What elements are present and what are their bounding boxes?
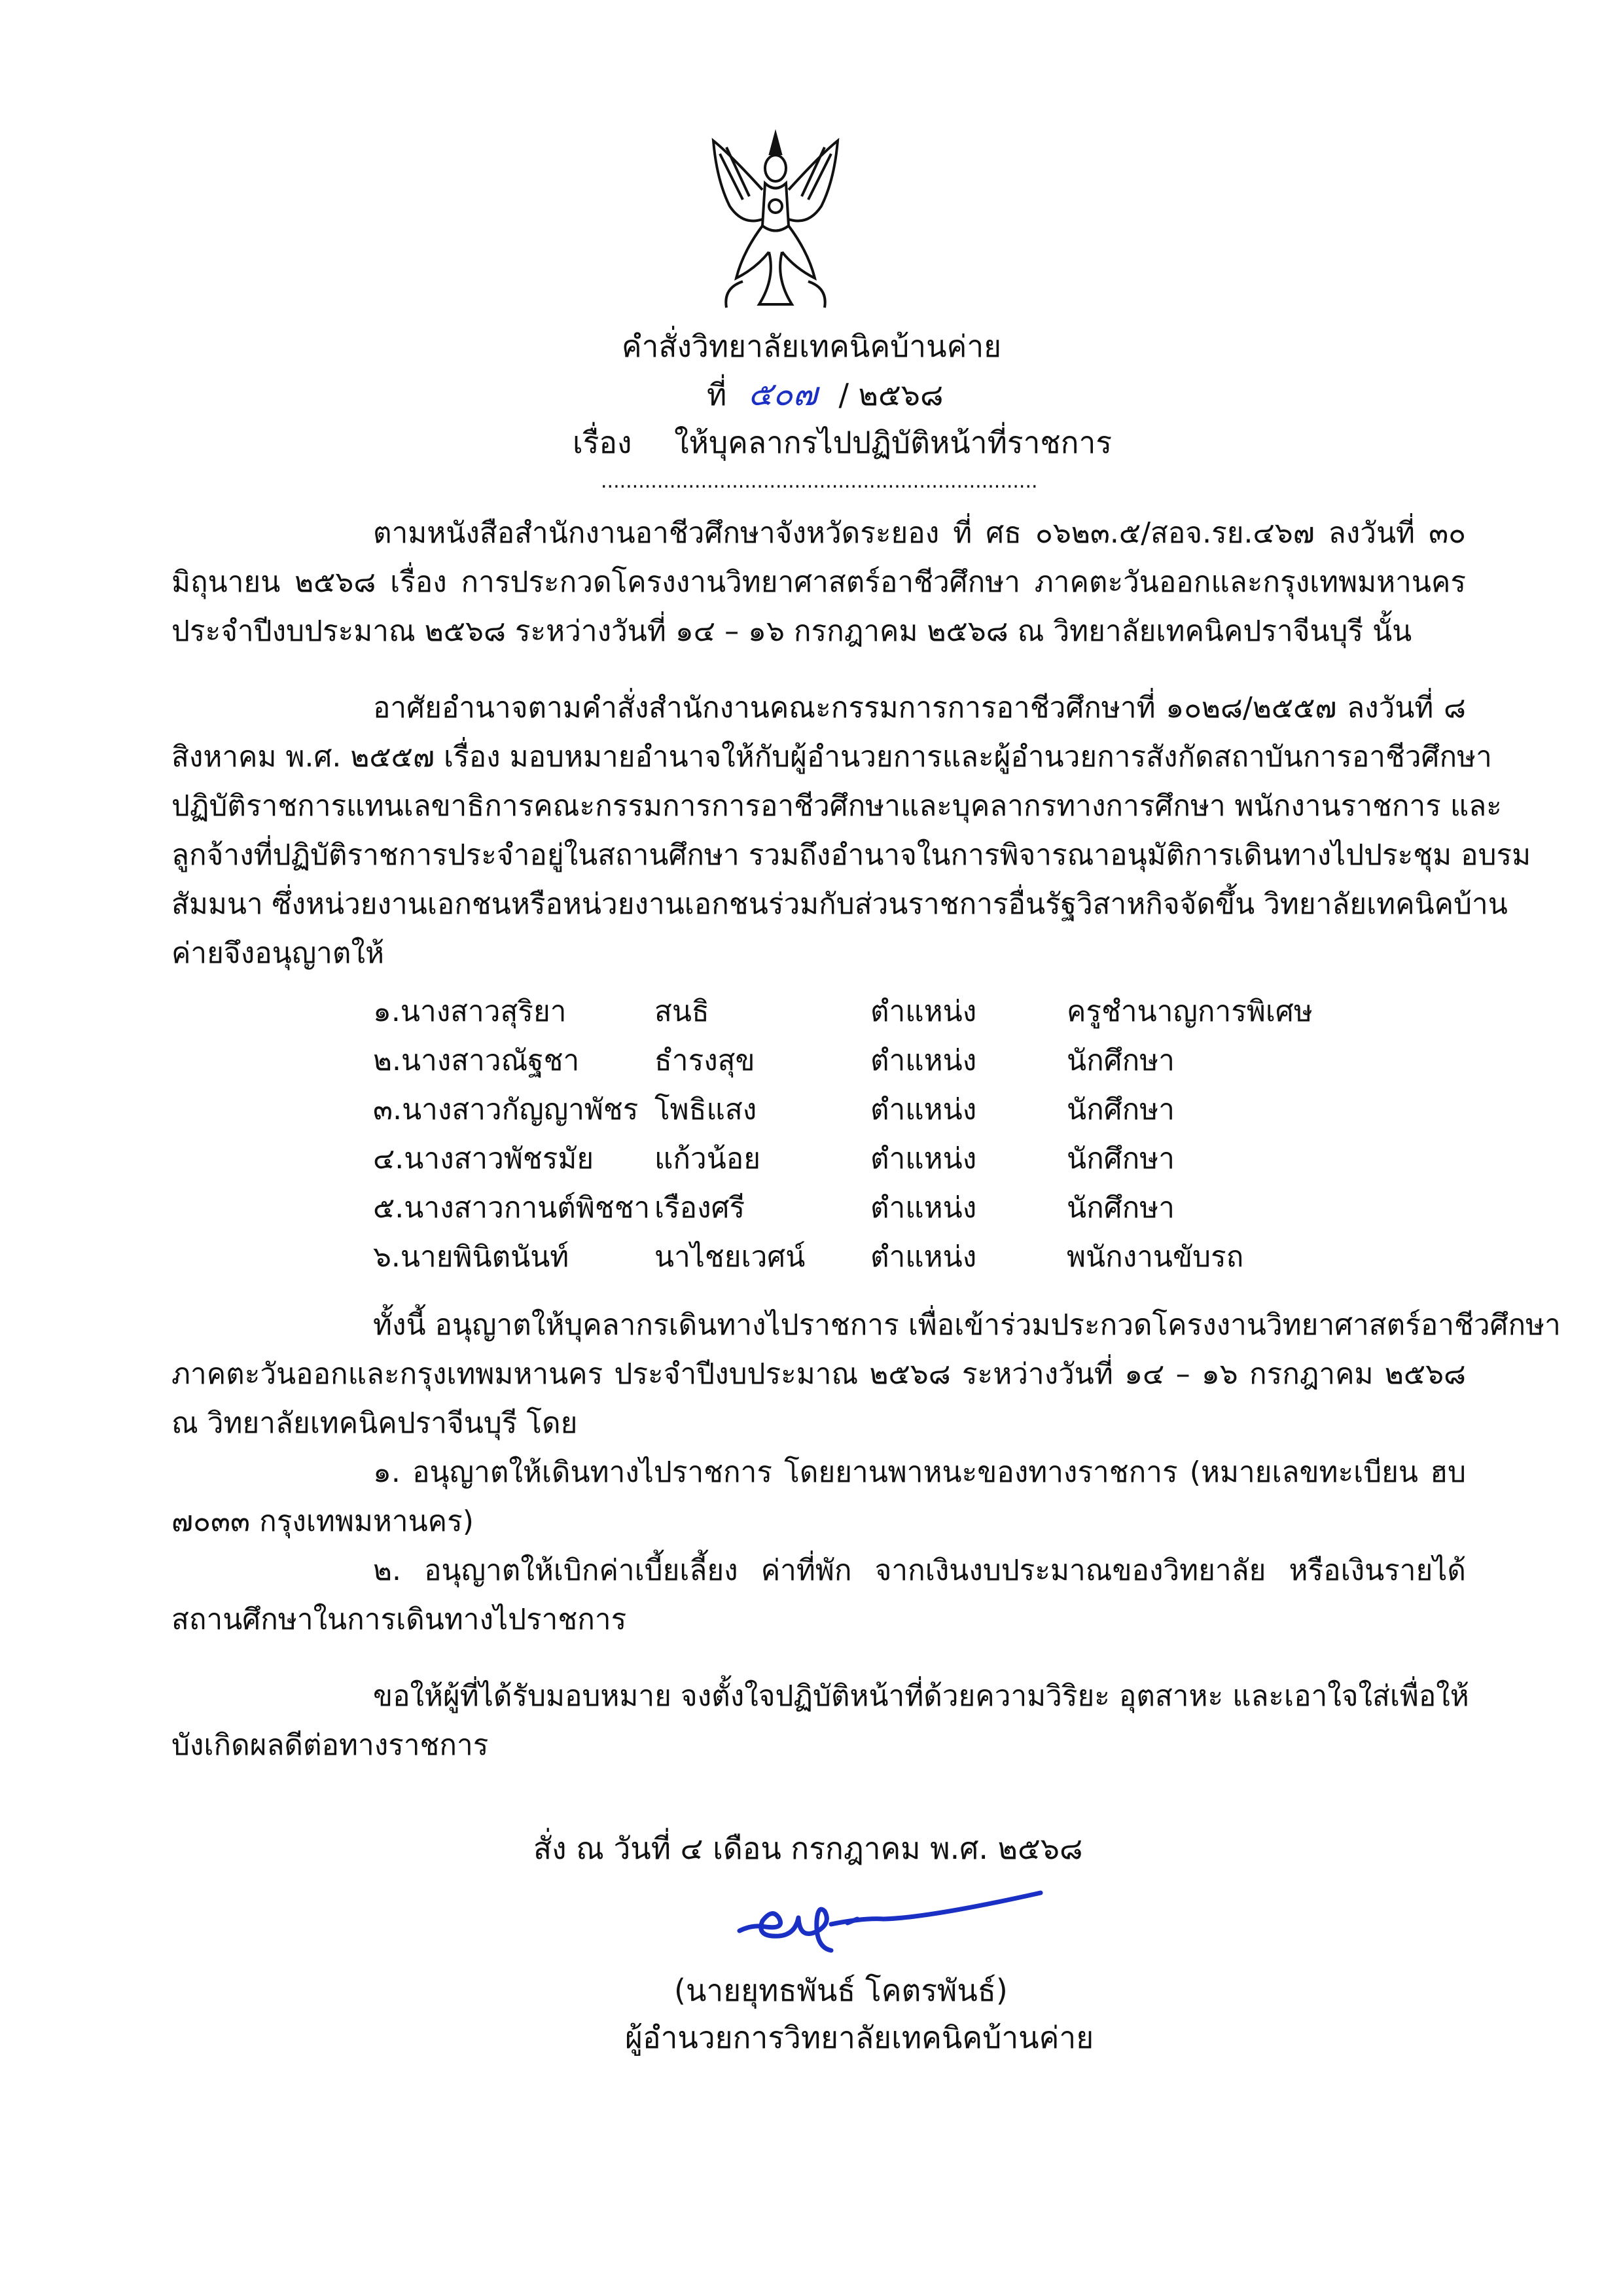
paragraph4-line-2: บังเกิดผลดีต่อทางราชการ xyxy=(171,1729,489,1762)
personnel-position-label: ตำแหน่ง xyxy=(870,1142,977,1175)
paragraph2-line-4: ลูกจ้างที่ปฏิบัติราชการประจำอยู่ในสถานศึกษา รวมถึงอำนาจในการพิจารณาอนุมัติการเดินทางไปประชุม อบรม xyxy=(171,838,1531,872)
personnel-surname: นาไชยเวศน์ xyxy=(654,1240,806,1274)
personnel-surname: เรืองศรี xyxy=(654,1191,745,1225)
condition1-line-2: ๗๐๓๓ กรุงเทพมหานคร) xyxy=(171,1505,474,1538)
paragraph4-line-1: ขอให้ผู้ที่ได้รับมอบหมาย จงตั้งใจปฏิบัติหน้าที่ด้วยความวิริยะ อุตสาหะ และเอาใจใส่เพื่อให้ xyxy=(373,1679,1469,1713)
paragraph2-line-6: ค่ายจึงอนุญาตให้ xyxy=(171,937,384,970)
personnel-position: นักศึกษา xyxy=(1067,1191,1175,1225)
personnel-name: ๑.นางสาวสุริยา xyxy=(373,995,567,1028)
paragraph1-line-3: ประจำปีงบประมาณ ๒๕๖๘ ระหว่างวันที่ ๑๔ – ๑๖ กรกฎาคม ๒๕๖๘ ณ วิทยาลัยเทคนิคปราจีนบุรี นั้น xyxy=(171,615,1412,648)
personnel-surname: โพธิแสง xyxy=(654,1093,757,1126)
order-year: / ๒๕๖๘ xyxy=(838,377,944,412)
personnel-position-label: ตำแหน่ง xyxy=(870,995,977,1028)
header-separator: ...................................................................... xyxy=(601,470,1038,493)
paragraph2-line-5: สัมมนา ซึ่งหน่วยงานเอกชนหรือหน่วยงานเอกชนร่วมกับส่วนราชการอื่นรัฐวิสาหกิจจัดขึ้น วิทยาลัยเทคนิคบ้าน xyxy=(171,888,1508,921)
personnel-position-label: ตำแหน่ง xyxy=(870,1044,977,1077)
paragraph1-line-2: มิถุนายน ๒๕๖๘ เรื่อง การประกวดโครงงานวิทยาศาสตร์อาชีวศึกษา ภาคตะวันออกและกรุงเทพมหานคร xyxy=(171,565,1466,599)
paragraph2-line-3: ปฏิบัติราชการแทนเลขาธิการคณะกรรมการการอาชีวศึกษาและบุคลากรทางการศึกษา พนักงานราชการ และ xyxy=(171,789,1502,823)
document-title: คำสั่งวิทยาลัยเทคนิคบ้านค่าย xyxy=(621,329,1002,364)
paragraph2-line-2: สิงหาคม พ.ศ. ๒๕๕๗ เรื่อง มอบหมายอำนาจให้กับผู้อำนวยการและผู้อำนวยการสังกัดสถาบันการอาชีวศึกษา xyxy=(171,740,1492,774)
personnel-position-label: ตำแหน่ง xyxy=(870,1191,977,1225)
condition2-line-1: ๒. อนุญาตให้เบิกค่าเบี้ยเลี้ยง ค่าที่พัก จากเงินงบประมาณของวิทยาลัย หรือเงินรายได้ xyxy=(373,1554,1466,1587)
paragraph3-line-1: ทั้งนี้ อนุญาตให้บุคลากรเดินทางไปราชการ เพื่อเข้าร่วมประกวดโครงงานวิทยาศาสตร์อาชีวศึกษา xyxy=(373,1308,1561,1342)
personnel-surname: ธำรงสุข xyxy=(654,1044,755,1077)
condition1-line-1: ๑. อนุญาตให้เดินทางไปราชการ โดยยานพาหนะของทางราชการ (หมายเลขทะเบียน ฮบ xyxy=(373,1456,1466,1489)
order-prefix: ที่ xyxy=(707,377,727,412)
paragraph1-line-1: ตามหนังสือสำนักงานอาชีวศึกษาจังหวัดระยอง ที่ ศธ ๐๖๒๓.๕/สอจ.รย.๔๖๗ ลงวันที่ ๓๐ xyxy=(373,516,1466,550)
personnel-position: นักศึกษา xyxy=(1067,1044,1175,1077)
personnel-position-label: ตำแหน่ง xyxy=(870,1093,977,1126)
personnel-position: นักศึกษา xyxy=(1067,1142,1175,1175)
paragraph2-line-1: อาศัยอำนาจตามคำสั่งสำนักงานคณะกรรมการการอาชีวศึกษาที่ ๑๐๒๘/๒๕๕๗ ลงวันที่ ๘ xyxy=(373,691,1466,725)
order-number-line xyxy=(707,368,944,420)
paragraph3-line-2: ภาคตะวันออกและกรุงเทพมหานคร ประจำปีงบประมาณ ๒๕๖๘ ระหว่างวันที่ ๑๔ – ๑๖ กรกฎาคม ๒๕๖๘ xyxy=(171,1357,1466,1391)
personnel-position: นักศึกษา xyxy=(1067,1093,1175,1126)
signature-icon xyxy=(733,1885,1047,1964)
personnel-name: ๖.นายพินิตนันท์ xyxy=(373,1240,569,1274)
signatory-position: ผู้อำนวยการวิทยาลัยเทคนิคบ้านค่าย xyxy=(625,2020,1094,2055)
personnel-name: ๓.นางสาวกัญญาพัชร xyxy=(373,1093,639,1126)
personnel-name: ๒.นางสาวณัฐชา xyxy=(373,1044,580,1077)
subject-line xyxy=(573,419,1112,467)
personnel-surname: สนธิ xyxy=(654,995,709,1028)
personnel-position: ครูชำนาญการพิเศษ xyxy=(1067,995,1313,1028)
subject-text: ให้บุคลากรไปปฏิบัติหน้าที่ราชการ xyxy=(674,425,1113,460)
condition2-line-2: สถานศึกษาในการเดินทางไปราชการ xyxy=(171,1603,627,1636)
personnel-name: ๕.นางสาวกานต์พิชชา xyxy=(373,1191,651,1225)
personnel-position: พนักงานขับรถ xyxy=(1067,1240,1244,1274)
signatory-name: (นายยุทธพันธ์ โคตรพันธ์) xyxy=(674,1973,1008,2008)
issued-date: สั่ง ณ วันที่ ๔ เดือน กรกฎาคม พ.ศ. ๒๕๖๘ xyxy=(533,1831,1083,1866)
personnel-surname: แก้วน้อย xyxy=(654,1142,760,1175)
personnel-name: ๔.นางสาวพัชรมัย xyxy=(373,1142,594,1175)
garuda-emblem-icon xyxy=(704,128,847,317)
order-number-handwritten: ๕๐๗ xyxy=(747,375,817,413)
personnel-position-label: ตำแหน่ง xyxy=(870,1240,977,1274)
paragraph3-line-3: ณ วิทยาลัยเทคนิคปราจีนบุรี โดย xyxy=(171,1407,578,1440)
subject-label: เรื่อง xyxy=(573,425,632,460)
